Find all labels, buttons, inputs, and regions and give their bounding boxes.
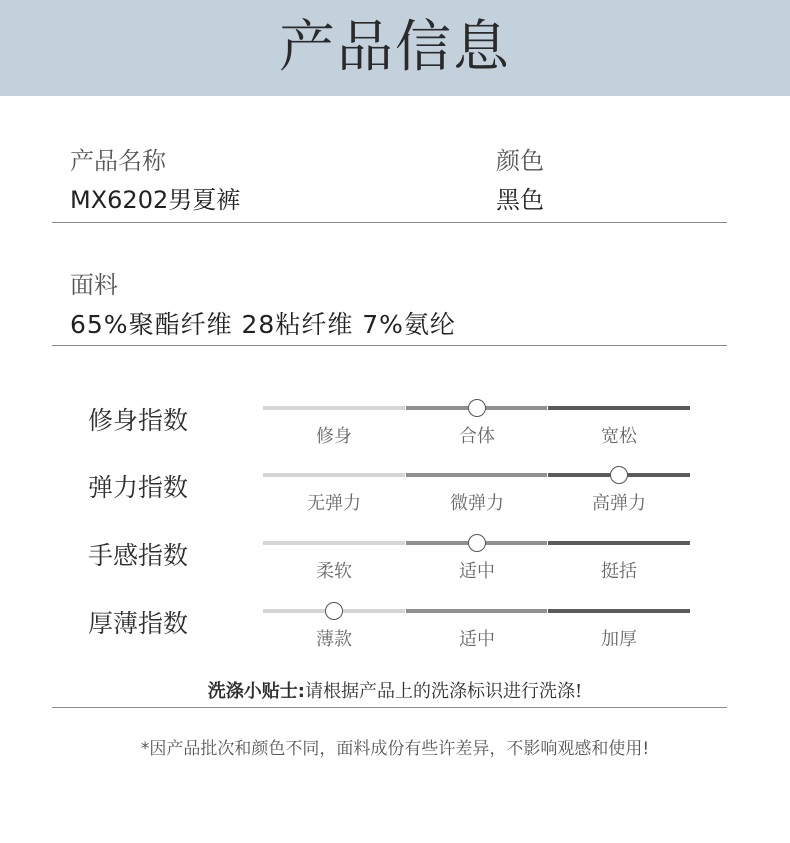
scale-option: 微弹力 — [450, 493, 504, 514]
product-name-value: MX6202男夏裤 — [70, 186, 241, 214]
scale-option: 适中 — [459, 561, 495, 582]
divider — [52, 707, 727, 708]
scale-indicator — [468, 534, 486, 552]
scale-option: 加厚 — [601, 629, 637, 650]
scale-segment — [548, 541, 690, 545]
wash-tip-text: 请根据产品上的洗涤标识进行洗涤! — [304, 681, 583, 702]
scale-segment — [263, 541, 405, 545]
scale-option: 柔软 — [316, 561, 352, 582]
wash-tip-title: 洗涤小贴士: — [207, 681, 305, 702]
index-label: 弹力指数 — [88, 473, 189, 502]
color-value: 黑色 — [496, 186, 544, 214]
disclaimer-note: *因产品批次和颜色不同，面料成份有些许差异，不影响观感和使用! — [140, 739, 650, 759]
scale-option: 挺括 — [601, 561, 637, 582]
wash-tip — [0, 677, 790, 703]
scale-option: 适中 — [459, 629, 495, 650]
header-banner — [0, 0, 790, 96]
product-name-label: 产品名称 — [70, 147, 166, 175]
scale-segment — [263, 473, 405, 477]
scale-segment — [263, 406, 405, 410]
scale-option: 无弹力 — [307, 493, 361, 514]
scale-option: 薄款 — [316, 629, 352, 650]
scale-option: 修身 — [316, 426, 352, 447]
index-label: 厚薄指数 — [88, 609, 189, 638]
scale-indicator — [468, 399, 486, 417]
fabric-value: 65%聚酯纤维 28粘纤维 7%氨纶 — [70, 310, 456, 339]
divider — [52, 222, 727, 223]
scale-segment — [406, 473, 547, 477]
scale-option: 合体 — [459, 426, 495, 447]
scale-indicator — [610, 466, 628, 484]
scale-option: 高弹力 — [592, 493, 646, 514]
divider — [52, 345, 727, 346]
index-label: 修身指数 — [88, 406, 189, 435]
fabric-label: 面料 — [70, 271, 118, 299]
page-title: 产品信息 — [279, 15, 511, 80]
scale-segment — [548, 609, 690, 613]
scale-indicator — [325, 602, 343, 620]
scale-option: 宽松 — [601, 426, 637, 447]
scale-segment — [548, 406, 690, 410]
scale-segment — [406, 609, 547, 613]
color-label: 颜色 — [496, 147, 544, 175]
index-label: 手感指数 — [88, 541, 189, 570]
